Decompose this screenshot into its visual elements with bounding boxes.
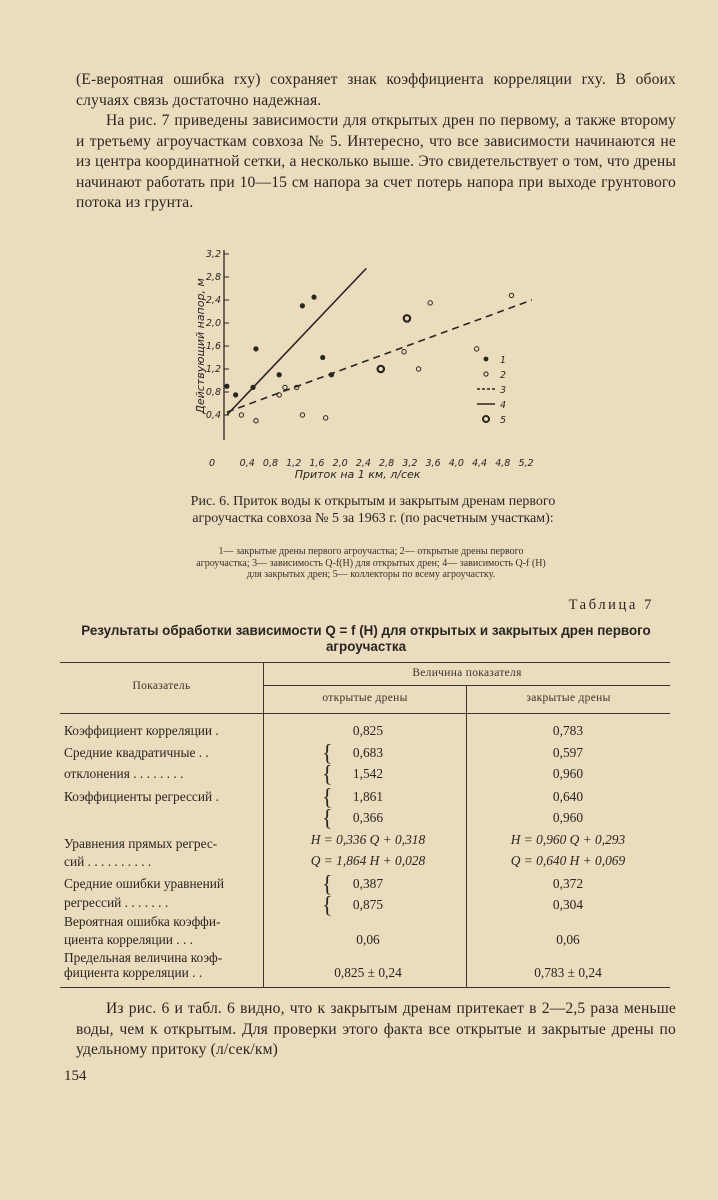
figure-legend-text: 1— закрытые дрены первого агроучастка; 2— открытые дрены первого агроучастка; 3— зависимость Q-f(H) для открытых дрен; 4— зависимость Q-f (H) для закрытых дрен; 5— коллекторы по всему агроучастку. [196,546,546,580]
data-point-closed-drain [253,346,258,351]
table-cell-closed: 0,304 [552,897,584,912]
table-header-value: Величина показателя [412,667,522,679]
x-tick-label: 1,2 [286,458,302,469]
legend-marker [484,372,488,376]
intro-second-paragraph: На рис. 7 приведены зависимости для открытых дрен по первому, а также второму и третьему агроучасткам совхоза № 5. Интересно, что все зависимости начинаются не из центра координатной сетки, а несколько выше. Это свидетельствует о том, что дрены начинают работать при 10—15 см напора за счет потерь напора при выходе грунтового потока из грунта. [76,112,676,211]
table-cell-open: 0,825 ± 0,24 [334,965,402,980]
y-tick-label: 2,4 [205,295,221,306]
data-point-open-drain [323,416,327,420]
x-tick-label: 4,0 [448,458,464,469]
table-row-label: Уравнения прямых регрес- [64,836,218,851]
data-point-open-drain [254,419,258,423]
table-cell-open: 0,366 [352,810,384,825]
table-cell-open: H = 0,336 Q + 0,318 [310,832,426,847]
table-cell-closed: 0,783 [552,723,584,738]
legend-label: 5 [500,415,507,426]
x-tick-label: 3,6 [425,458,441,469]
table-title: Результаты обработки зависимости Q = f (H) для открытых и закрытых дрен первого агроучастка [81,623,651,654]
data-point-open-drain [283,385,287,389]
table-row-label: регрессий . . . . . . . [64,895,169,910]
brace-symbol: { [322,804,333,831]
table-cell-closed: 0,783 ± 0,24 [534,965,602,980]
table-cell-open: 0,875 [352,897,384,912]
table-row-label: Предельная величина коэф- [64,950,223,965]
brace-symbol: { [322,739,333,766]
legend-label: 4 [500,400,507,411]
x-tick-label: 0,8 [262,458,279,469]
scatter-chart [196,242,566,487]
legend-label: 1 [500,355,507,366]
brace-symbol: { [322,760,333,787]
table-bottom-rule [60,987,670,988]
table-cell-open: 0,825 [352,723,384,738]
table-cell-open: 0,06 [356,932,380,947]
table-row-label: сий . . . . . . . . . . [64,854,152,869]
data-point-open-drain [239,413,243,417]
data-point-closed-drain [311,295,316,300]
x-tick-label: 2,8 [379,458,395,469]
outro-text: Из рис. 6 и табл. 6 видно, что к закрытым дренам притекает в 2—2,5 раза меньше воды, чем к открытым. Для проверки этого факта все открытые и закрытые дрены по удельному притоку (л/сек/км) [76,1000,676,1058]
legend-label: 3 [500,385,507,396]
y-tick-label: 1,6 [205,341,221,352]
y-tick-label: 0,4 [205,410,221,421]
regression-line-open [227,300,532,412]
data-point-open-drain [402,350,406,354]
table-cell-closed: 0,597 [552,745,584,760]
table-cell-open: 1,861 [352,789,384,804]
table-cell-closed: H = 0,960 Q + 0,293 [510,832,626,847]
table-cell-open: 0,387 [352,876,384,891]
y-tick-label: 3,2 [205,249,221,260]
legend-label: 2 [500,370,507,381]
table-cell-closed: 0,960 [552,766,584,781]
x-tick-label: 4,8 [495,458,511,469]
table-row-label: Средние ошибки уравнений [64,876,225,891]
table-row-label: Средние квадратичные . . [64,745,209,760]
table-row-label: Вероятная ошибка коэффи- [64,914,221,929]
table-cell-closed: 0,372 [552,876,584,891]
table-header-closed: закрытые дрены [526,692,611,704]
x-tick-label: 2,0 [332,458,348,469]
intro-block [76,70,676,214]
table-header-open: открытые дрены [322,692,408,704]
table-row-label: фициента корреляции . . [64,965,203,980]
page-number: 154 [64,1068,87,1084]
y-tick-label: 2,8 [205,272,221,283]
data-point-open-drain [509,293,513,297]
table-cell-closed: Q = 0,640 H + 0,069 [510,853,626,868]
data-point-open-drain [428,301,432,305]
table-label: Таблица 7 [568,597,654,613]
table-column-divider [466,685,467,987]
table-header-bottom-rule [60,713,670,714]
table-cell-closed: 0,960 [552,810,584,825]
y-tick-label: 1,2 [205,364,221,375]
table-row-label: Коэффициент корреляции . [64,723,219,738]
data-point-closed-drain [300,303,305,308]
regression-line-closed [227,268,366,415]
table-cell-open: 0,683 [352,745,384,760]
brace-symbol: { [322,870,333,897]
data-point-closed-drain [233,392,238,397]
y-axis-title: Действующий напор, м [194,278,207,414]
legend-marker [483,416,489,422]
brace-symbol: { [322,783,333,810]
table-cell-closed: 0,640 [552,789,584,804]
data-point-open-drain [416,367,420,371]
table-row-label: отклонения . . . . . . . . [64,766,184,781]
x-axis-title: Приток на 1 км, л/сек [294,468,421,481]
table-row-label: Коэффициенты регрессий . [64,789,219,804]
data-point-closed-drain [277,372,282,377]
figure-caption: Рис. 6. Приток воды к открытым и закрытым дренам первого агроучастка совхоза № 5 за 1963 г. (по расчетным участкам): [190,494,556,526]
table-cell-closed: 0,06 [556,932,580,947]
table-top-rule [60,662,670,663]
brace-symbol: { [322,891,333,918]
x-tick-label: 4,4 [471,458,488,469]
intro-first-paragraph: (E-вероятная ошибка rxy) сохраняет знак коэффициента корреляции rxy. В обоих случаях связь достаточно надежная. [76,71,676,109]
table-row-label: циента корреляции . . . [64,932,194,947]
table-header-indicator: Показатель [132,680,191,692]
x-tick-label: 2,4 [355,458,371,469]
y-tick-label: 0,8 [205,387,221,398]
x-tick-label: 3,2 [402,458,418,469]
data-point-open-drain [474,347,478,351]
legend-marker [484,357,489,362]
outro-paragraph [76,999,676,1061]
data-point-closed-drain [224,384,229,389]
y-tick-label: 2,0 [205,318,221,329]
data-point-collector [404,315,410,321]
x-tick-label: 0 [208,458,216,469]
data-point-open-drain [300,413,304,417]
x-tick-label: 1,6 [309,458,325,469]
table-cell-open: 1,542 [352,766,384,781]
x-tick-label: 5,2 [518,458,534,469]
x-tick-label: 0,4 [239,458,255,469]
data-point-closed-drain [320,355,325,360]
data-point-collector [378,366,384,372]
table-cell-open: Q = 1,864 H + 0,028 [310,853,426,868]
